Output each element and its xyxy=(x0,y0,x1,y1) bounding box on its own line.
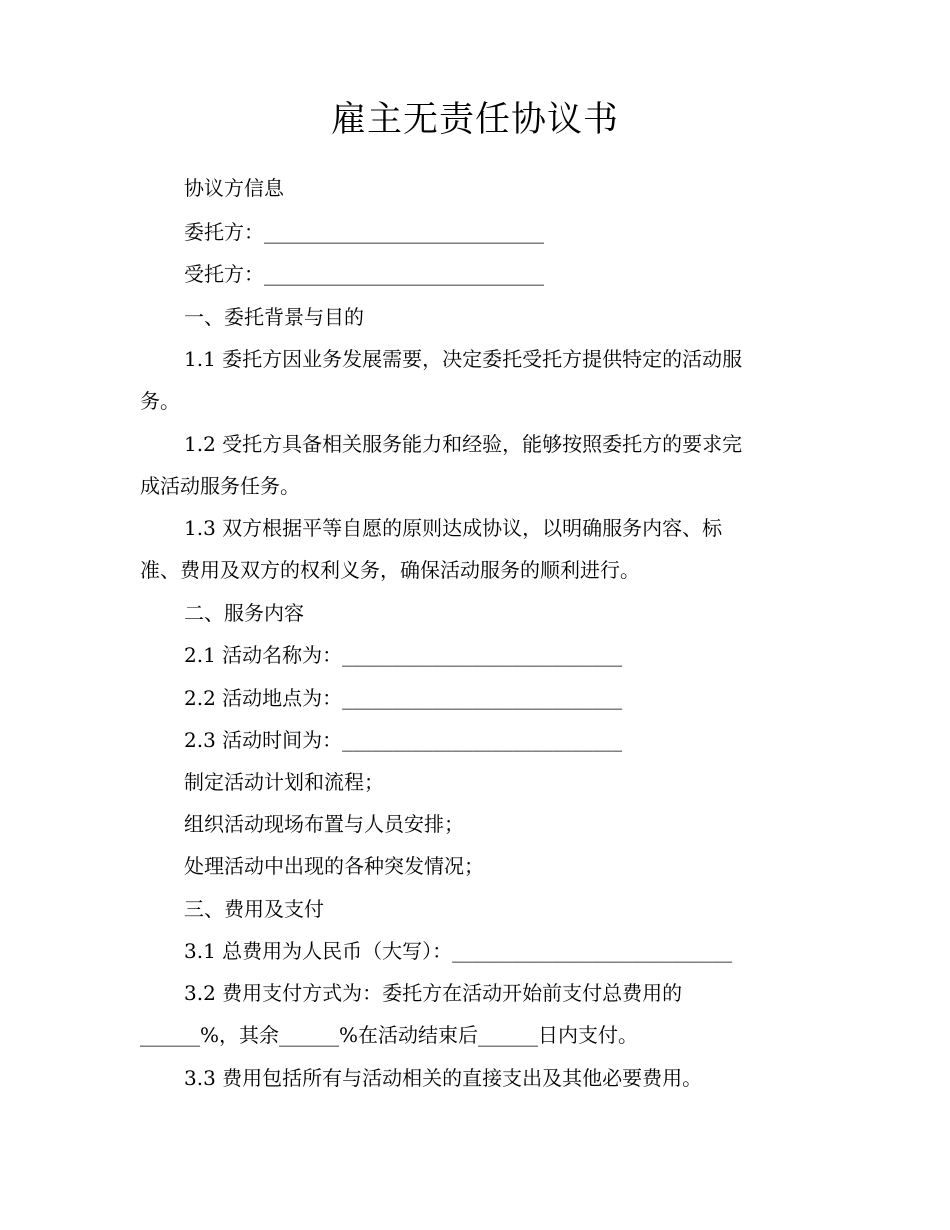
service-item-plan: 制定活动计划和流程； xyxy=(184,770,384,794)
heading-section-2: 二、服务内容 xyxy=(184,601,304,625)
clause-1-2: 1.2 受托方具备相关服务能力和经验，能够按照委托方的要求完 xyxy=(184,432,743,456)
service-item-emergency: 处理活动中出现的各种突发情况； xyxy=(184,854,484,878)
clause-3-1: 3.1 总费用为人民币（大写）：____________________________ xyxy=(184,939,733,963)
clause-3-3: 3.3 费用包括所有与活动相关的直接支出及其他必要费用。 xyxy=(184,1066,703,1090)
client-field: 委托方：____________________________ xyxy=(184,220,544,244)
clause-1-2-cont: 成活动服务任务。 xyxy=(140,474,300,498)
heading-section-1: 一、委托背景与目的 xyxy=(184,305,364,329)
clause-2-1: 2.1 活动名称为：____________________________ xyxy=(184,643,623,667)
clause-2-2: 2.2 活动地点为：____________________________ xyxy=(184,686,623,710)
contractor-field: 受托方：____________________________ xyxy=(184,262,544,286)
clause-1-3-cont: 准、费用及双方的权利义务，确保活动服务的顺利进行。 xyxy=(140,558,640,582)
clause-2-3: 2.3 活动时间为：____________________________ xyxy=(184,728,623,752)
document-title: 雇主无责任协议书 xyxy=(330,100,619,140)
section-party-info: 协议方信息 xyxy=(184,176,284,200)
clause-1-1: 1.1 委托方因业务发展需要，决定委托受托方提供特定的活动服 xyxy=(184,347,743,371)
clause-1-1-cont: 务。 xyxy=(140,389,180,413)
service-item-setup: 组织活动现场布置与人员安排； xyxy=(184,812,464,836)
clause-1-3: 1.3 双方根据平等自愿的原则达成协议，以明确服务内容、标 xyxy=(184,516,723,540)
clause-3-2: 3.2 费用支付方式为：委托方在活动开始前支付总费用的 xyxy=(184,981,683,1005)
clause-3-2-cont: ______%，其余______%在活动结束后______日内支付。 xyxy=(140,1023,639,1047)
heading-section-3: 三、费用及支付 xyxy=(184,897,324,921)
